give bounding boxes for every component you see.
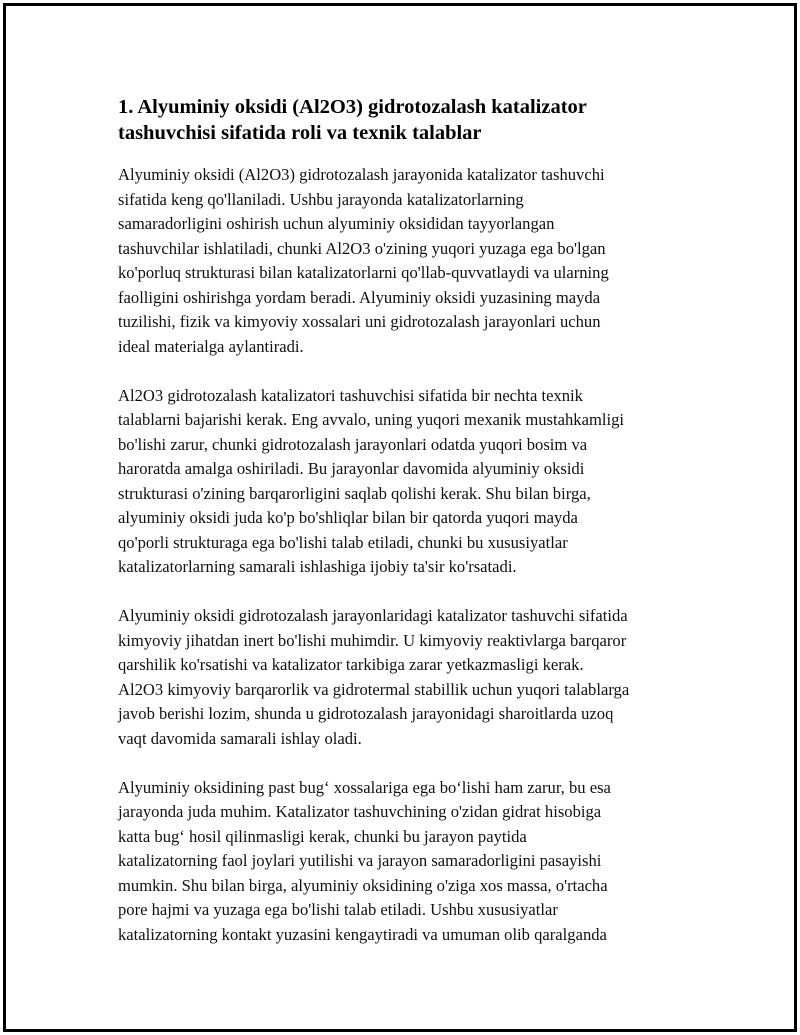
paragraph-4: Alyuminiy oksidining past bug‘ xossalariga ega bo‘lishi ham zarur, bu esa jarayonda juda muhim. Katalizator tashuvchining o'zidan gidrat hisobiga katta bug‘ hosil qilinmasligi kerak, chunki bu jarayon paytida katalizatorning faol joylari yutilishi va jarayon samaradorligini pasayishi mumkin. Shu bilan birga, alyuminiy oksidining o'ziga xos massa, o'rtacha pore hajmi va yuzaga ega bo'lishi talab etiladi. Ushbu xususiyatlar katalizatorning kontakt yuzasini kengaytiradi va umuman olib qaralganda xyxy=(118,777,611,944)
paragraph-3: Alyuminiy oksidi gidrotozalash jarayonlaridagi katalizator tashuvchi sifatida kimyoviy jihatdan inert bo'lishi muhimdir. U kimyoviy reaktivlarga barqaror qarshilik ko'rsatishi va katalizator tarkibiga zarar yetkazmasligi kerak. Al2O3 kimyoviy barqarorlik va gidrotermal stabillik uchun yuqori talablarga javob berishi lozim, shunda u gidrotozalash jarayonidagi sharoitlarda uzoq vaqt davomida samarali ishlay oladi. xyxy=(118,606,630,748)
section-heading: 1. Alyuminiy oksidi (Al2O3) gidrotozalash katalizator tashuvchisi sifatida roli va texnik talablar xyxy=(118,96,587,144)
paragraph-2: Al2O3 gidrotozalash katalizatori tashuvchisi sifatida bir nechta texnik talablarni bajarishi kerak. Eng avvalo, uning yuqori mexanik mustahkamligi bo'lishi zarur, chunki gidrotozalash jarayonlari odatda yuqori bosim va haroratda amalga oshiriladi. Bu jarayonlar davomida alyuminiy oksidi strukturasi o'zining barqarorligini saqlab qolishi kerak. Shu bilan birga, alyuminiy oksidi juda ko'p bo'shliqlar bilan bir qatorda yuqori mayda qo'porli strukturaga ega bo'lishi talab etiladi, chunki bu xususiyatlar katalizatorlarning samarali ishlashiga ijobiy ta'sir ko'rsatadi. xyxy=(118,385,624,576)
document-body xyxy=(118,94,693,972)
paragraph-1: Alyuminiy oksidi (Al2O3) gidrotozalash jarayonida katalizator tashuvchi sifatida keng qo'llaniladi. Ushbu jarayonda katalizatorlarning samaradorligini oshirish uchun alyuminiy oksididan tayyorlangan tashuvchilar ishlatiladi, chunki Al2O3 o'zining yuqori yuzaga ega bo'lgan ko'porluq strukturasi bilan katalizatorlarni qo'llab-quvvatlaydi va ularning faolligini oshirishga yordam beradi. Alyuminiy oksidi yuzasining mayda tuzilishi, fizik va kimyoviy xossalari uni gidrotozalash jarayonlari uchun ideal materialga aylantiradi. xyxy=(118,165,609,356)
